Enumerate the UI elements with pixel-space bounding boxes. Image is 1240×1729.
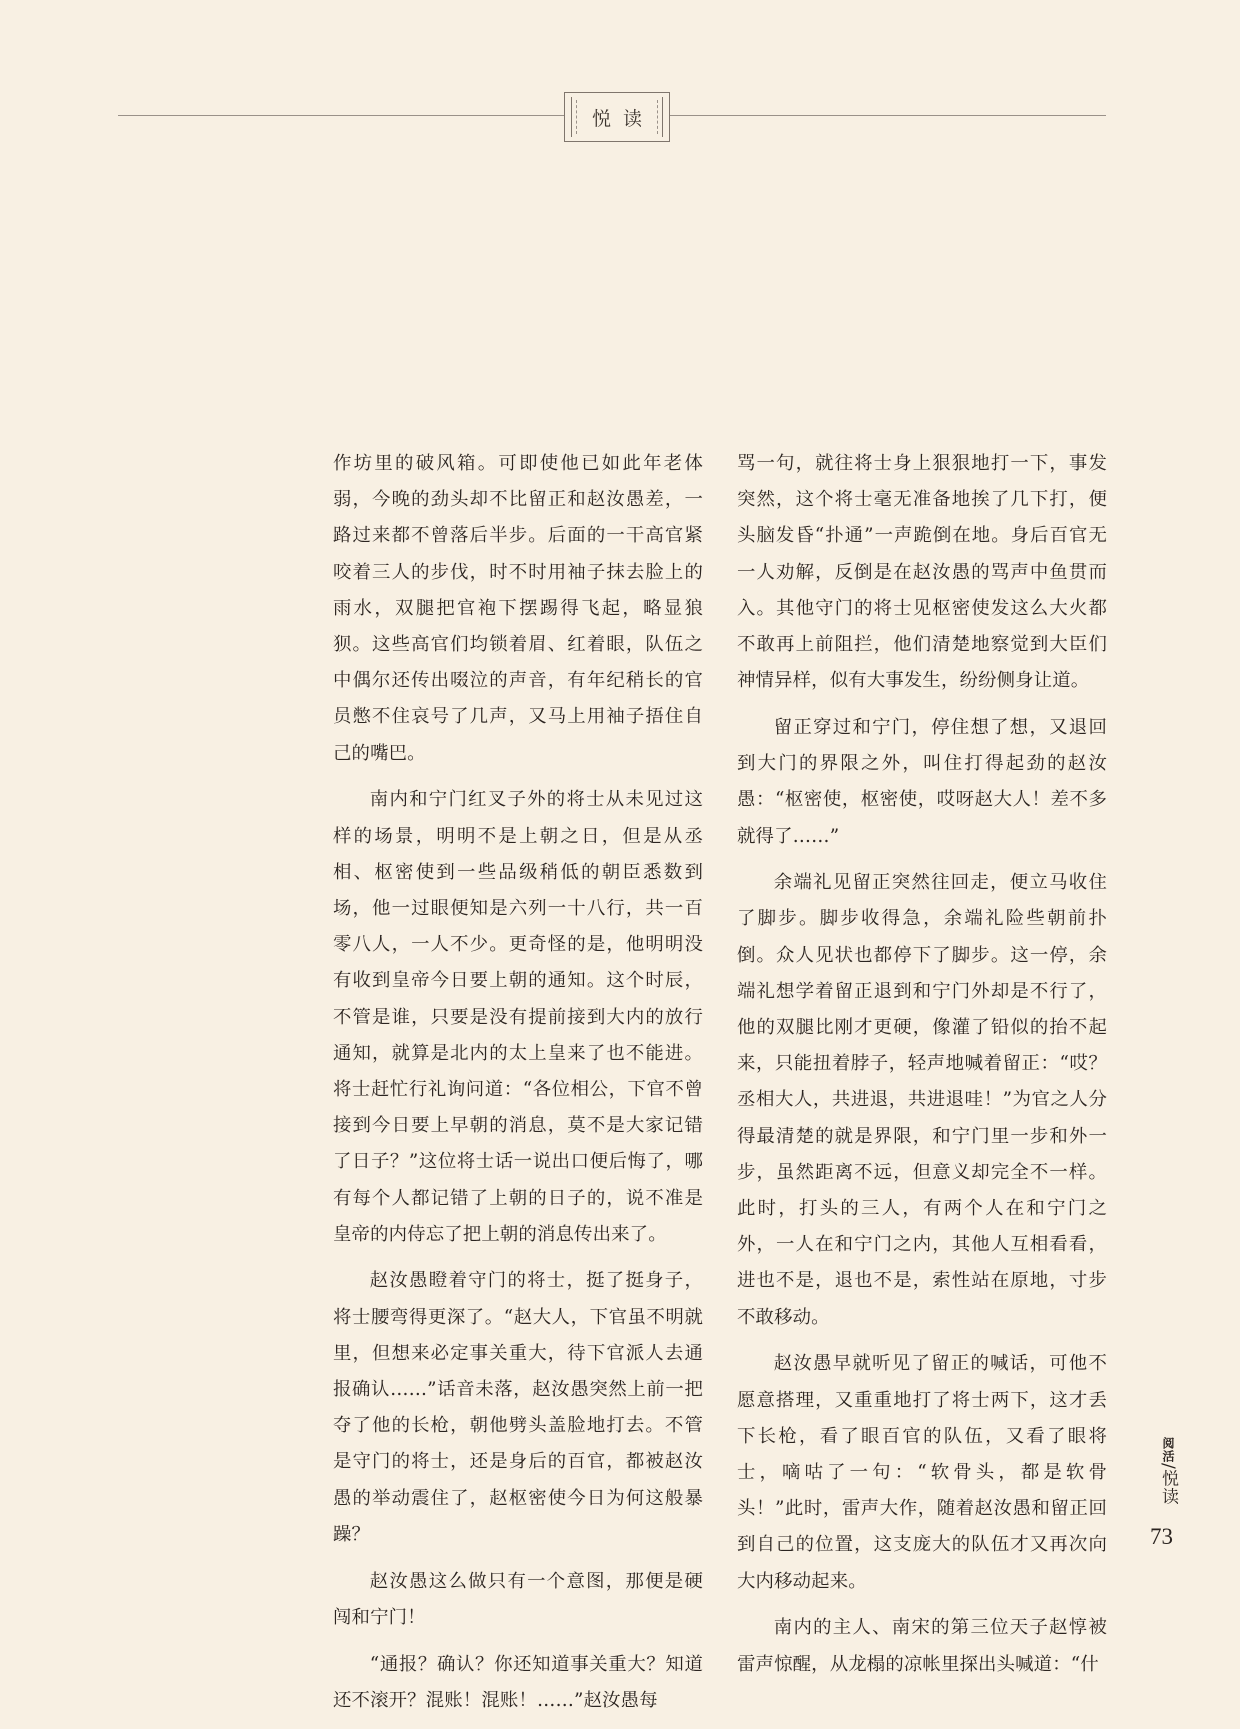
text-column-right [737, 446, 1107, 1693]
paragraph: “通报？确认？你还知道事关重大？知道还不滚开？混账！混账！……”赵汝愚每 [333, 1653, 703, 1711]
paragraph: 赵汝愚早就听见了留正的喊话，可他不愿意搭理，又重重地打了将士两下，这才丢下长枪，看了眼百官的队伍，又看了眼将士，嘀咕了一句：“软骨头，都是软骨头！”此时，雷声大作，随着赵汝愚和留正回到自己的位置，这支庞大的队伍才又再次向大内移动起来。 [737, 1353, 1107, 1592]
header-rule-left [118, 115, 564, 116]
section-title: 悦读 [591, 107, 654, 130]
section-header-badge [564, 92, 670, 142]
header-rule-right [670, 115, 1106, 116]
section-side-label [1158, 1437, 1181, 1506]
paragraph: 赵汝愚这么做只有一个意图，那便是硬闯和宁门！ [333, 1570, 703, 1628]
paragraph: 留正穿过和宁门，停住想了想，又退回到大门的界限之外，叫住打得起劲的赵汝愚：“枢密使，枢密使，哎呀赵大人！差不多就得了……” [737, 716, 1107, 847]
label-separator: / [1158, 1463, 1178, 1470]
magazine-name: 阅活 [1161, 1437, 1175, 1463]
paragraph: 南内和宁门红叉子外的将士从未见过这样的场景，明明不是上朝之日，但是从丞相、枢密使到一些品级稍低的朝臣悉数到场，他一过眼便知是六列一十八行，共一百零八人，一人不少。更奇怪的是，他明明没有收到皇帝今日要上朝的通知。这个时辰，不管是谁，只要是没有提前接到大内的放行通知，就算是北内的太上皇来了也不能进。将士赶忙行礼询问道：“各位相公，下官不曾接到今日要上早朝的消息，莫不是大家记错了日子？”这位将士话一说出口便后悔了，哪有每个人都记错了上朝的日子的，说不准是皇帝的内侍忘了把上朝的消息传出来了。 [333, 789, 703, 1245]
paragraph: 余端礼见留正突然往回走，便立马收住了脚步。脚步收得急，余端礼险些朝前扑倒。众人见状也都停下了脚步。这一停，余端礼想学着留正退到和宁门外却是不行了，他的双腿比刚才更硬，像灌了铅似的抬不起来，只能扭着脖子，轻声地喊着留正：“哎？丞相大人，共进退，共进退哇！”为官之人分得最清楚的就是界限，和宁门里一步和外一步，虽然距离不远，但意义却完全不一样。此时，打头的三人，有两个人在和宁门之外，一人在和宁门之内，其他人互相看看，进也不是，退也不是，索性站在原地，寸步不敢移动。 [737, 872, 1107, 1328]
paragraph: 赵汝愚瞪着守门的将士，挺了挺身子，将士腰弯得更深了。“赵大人，下官虽不明就里，但想来必定事关重大，待下官派人去通报确认……”话音未落，赵汝愚突然上前一把夺了他的长枪，朝他劈头盖脸地打去。不管是守门的将士，还是身后的百官，都被赵汝愚的举动震住了，赵枢密使今日为何这般暴躁？ [333, 1270, 703, 1545]
text-column-left [333, 446, 703, 1729]
page-number: 73 [1150, 1524, 1173, 1549]
paragraph: 作坊里的破风箱。可即使他已如此年老体弱，今晚的劲头却不比留正和赵汝愚差，一路过来都不曾落后半步。后面的一干高官紧咬着三人的步伐，时不时用袖子抹去脸上的雨水，双腿把官袍下摆踢得飞起，略显狼狈。这些高官们均锁着眉、红着眼，队伍之中偶尔还传出啜泣的声音，有年纪稍长的官员憋不住哀号了几声，又马上用袖子捂住自己的嘴巴。 [333, 453, 703, 764]
paragraph: 骂一句，就往将士身上狠狠地打一下，事发突然，这个将士毫无准备地挨了几下打，便头脑发昏“扑通”一声跪倒在地。身后百官无一人劝解，反倒是在赵汝愚的骂声中鱼贯而入。其他守门的将士见枢密使发这么大火都不敢再上前阻拦，他们清楚地察觉到大臣们神情异样，似有大事发生，纷纷侧身让道。 [737, 453, 1107, 692]
section-name: 悦读 [1158, 1469, 1178, 1506]
paragraph: 南内的主人、南宋的第三位天子赵惇被雷声惊醒，从龙榻的凉帐里探出头喊道：“什 [737, 1617, 1107, 1675]
